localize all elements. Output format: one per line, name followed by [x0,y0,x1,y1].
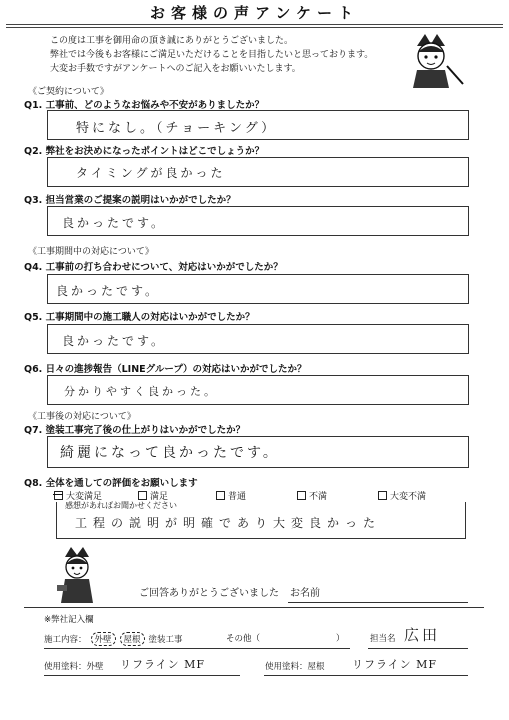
question-6: Q6. 日々の進捗報告（LINEグループ）の対応はいかがでしたか？ [24,364,307,375]
question-7: Q7. 塗装工事完了後の仕上がりはいかがでしたか？ [24,425,246,436]
question-4: Q4. 工事前の打ち合わせについて、対応はいかがでしたか？ [24,262,283,273]
staff-label: 担当名 [370,634,396,644]
answer-5: 良かったです。 [62,334,167,348]
rating-label-very-dissatisfied: 大変不満 [390,492,427,502]
samurai-mascot-icon [403,32,465,90]
rating-option-neutral[interactable] [216,489,246,502]
comment-text: 工程の説明が明確であり大変良かった [75,516,382,530]
paint-roof-label: 使用塗料：屋根 [265,662,325,672]
title-divider [6,24,503,25]
answer-box-2[interactable] [47,157,469,187]
page-title: お客様の声アンケート [149,4,360,22]
work-item-roof[interactable]: 屋根 [120,632,145,646]
paint-wall-value: リフライン MF [120,658,206,671]
answer-box-3[interactable] [47,206,469,236]
rating-checkbox-satisfied[interactable] [138,491,147,500]
other-label: その他（ [226,634,261,644]
staff-value: 広田 [404,626,441,644]
work-item-wall[interactable]: 外壁 [91,632,116,646]
intro-line-2: 弊社では今後もお客様にご満足いただけることを目指したいと思っております。 [50,50,374,60]
section-contract: 《ご契約について》 [28,87,109,97]
question-3: Q3. 担当営業のご提案の説明はいかがでしたか？ [24,195,236,206]
comment-prompt: 感想があればお聞かせください [65,501,177,510]
answer-6: 分かりやすく良かった。 [64,385,218,398]
question-8: Q8. 全体を通しての評価をお願いします [24,478,198,489]
question-5: Q5. 工事期間中の施工職人の対応はいかがでしたか？ [24,312,255,323]
paint-roof-value: リフライン MF [352,658,438,671]
answer-box-5[interactable] [47,324,469,354]
rating-checkbox-very-satisfied[interactable] [54,491,63,500]
rating-label-neutral: 普通 [228,492,247,502]
intro-line-1: この度は工事を御用命の頂き誠にありがとうございました。 [50,36,294,46]
rating-label-satisfied: 満足 [150,492,169,502]
work-underline [44,648,350,649]
rating-checkbox-neutral[interactable] [216,491,225,500]
answer-box-7[interactable] [47,436,469,468]
name-underline[interactable] [288,602,468,603]
answer-7: 綺麗になって良かったです。 [60,445,280,461]
rating-checkbox-very-dissatisfied[interactable] [378,491,387,500]
question-1: Q1. 工事前、どのようなお悩みや不安がありましたか？ [24,100,265,111]
answer-box-1[interactable] [47,110,469,140]
rating-label-very-satisfied: 大変満足 [66,492,103,502]
work-content-label: 施工内容： [44,635,87,645]
office-divider [24,607,484,608]
office-note: ※弊社記入欄 [44,615,94,625]
other-close: ） [336,634,345,644]
answer-3: 良かったです。 [62,216,167,230]
answer-2: タイミングが良かった [76,166,226,180]
paint-wall-underline [44,675,240,676]
intro-line-3: 大変お手数ですがアンケートへのご記入をお願いいたします。 [50,64,301,74]
comment-box[interactable] [56,502,466,539]
answer-box-4[interactable] [47,274,469,304]
paint-wall-label: 使用塗料：外壁 [44,662,104,672]
work-item-painting[interactable]: 塗装工事 [148,635,183,645]
work-content-row [44,632,183,646]
question-2: Q2. 弊社をお決めになったポイントはどこでしょうか？ [24,146,265,157]
rating-option-very-dissatisfied[interactable] [378,489,426,502]
section-during: 《工事期間中の対応について》 [28,247,154,257]
answer-4: 良かったです。 [56,284,161,298]
staff-underline [368,648,468,649]
name-label: お名前 [290,588,320,599]
answer-box-6[interactable] [47,375,469,405]
paint-roof-underline [264,675,468,676]
thank-you-text: ご回答ありがとうございました [139,588,279,599]
rating-label-dissatisfied: 不満 [309,492,328,502]
rating-checkbox-dissatisfied[interactable] [297,491,306,500]
rating-option-dissatisfied[interactable] [297,489,327,502]
samurai-mascot-small-icon [55,545,103,607]
title-divider-2 [6,27,503,28]
answer-1: 特になし。（チョーキング） [76,121,278,136]
section-after: 《工事後の対応について》 [28,412,136,422]
